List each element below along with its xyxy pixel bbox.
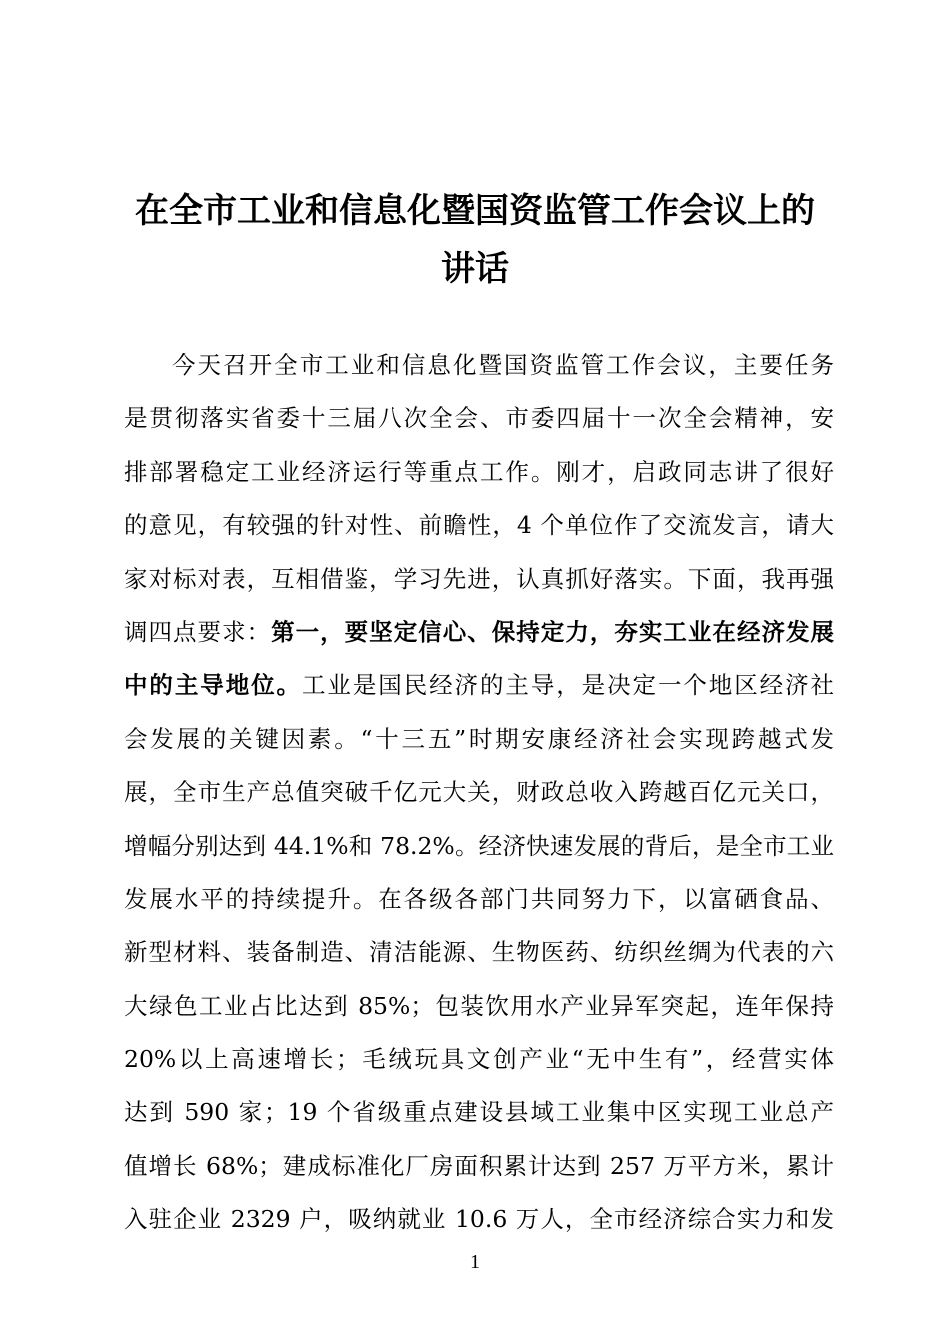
body-line: 会发展的关键因素。“十三五”时期安康经济社会实现跨越式发 [124,724,834,753]
body-line: 排部署稳定工业经济运行等重点工作。刚才，启政同志讲了很好 [124,457,834,486]
body-line: 家对标对表，互相借鉴，学习先进，认真抓好落实。下面，我再强 [124,564,834,593]
body-text-plain: 调四点要求： [124,617,272,646]
body-line: 达到 590 家；19 个省级重点建设县域工业集中区实现工业总产 [124,1098,834,1127]
body-line: 大绿色工业占比达到 85%；包装饮用水产业异军突起，连年保持 [124,991,834,1020]
body-line: 新型材料、装备制造、清洁能源、生物医药、纺织丝绸为代表的六 [124,938,834,967]
body-line-mixed [124,659,834,712]
body-line: 是贯彻落实省委十三届八次全会、市委四届十一次全会精神，安 [124,404,834,433]
body-line: 的意见，有较强的针对性、前瞻性，4 个单位作了交流发言，请大 [124,511,834,540]
body-line-mixed [124,606,834,659]
document-title [100,182,850,298]
title-line-2: 讲话 [441,249,509,289]
title-line-1: 在全市工业和信息化暨国资监管工作会议上的 [135,191,815,231]
body-line: 发展水平的持续提升。在各级各部门共同努力下，以富硒食品、 [124,884,834,913]
body-text-plain: 工业是国民经济的主导，是决定一个地区经济社 [301,671,835,700]
body-line: 展，全市生产总值突破千亿元大关，财政总收入跨越百亿元关口， [124,778,834,807]
speech-body [124,339,834,1247]
section-heading-bold: 第一，要坚定信心、保持定力，夯实工业在经济发展 [271,617,835,646]
body-line: 今天召开全市工业和信息化暨国资监管工作会议，主要任务 [172,351,834,379]
page-number: 1 [470,1251,480,1273]
body-line: 增幅分别达到 44.1%和 78.2%。经济快速发展的背后，是全市工业 [124,831,834,860]
body-line: 值增长 68%；建成标准化厂房面积累计达到 257 万平方米，累计 [124,1151,834,1180]
body-line: 入驻企业 2329 户，吸纳就业 10.6 万人，全市经济综合实力和发 [124,1205,834,1234]
section-heading-bold: 中的主导地位。 [124,671,302,700]
body-line: 20%以上高速增长；毛绒玩具文创产业“无中生有”，经营实体 [124,1045,834,1074]
